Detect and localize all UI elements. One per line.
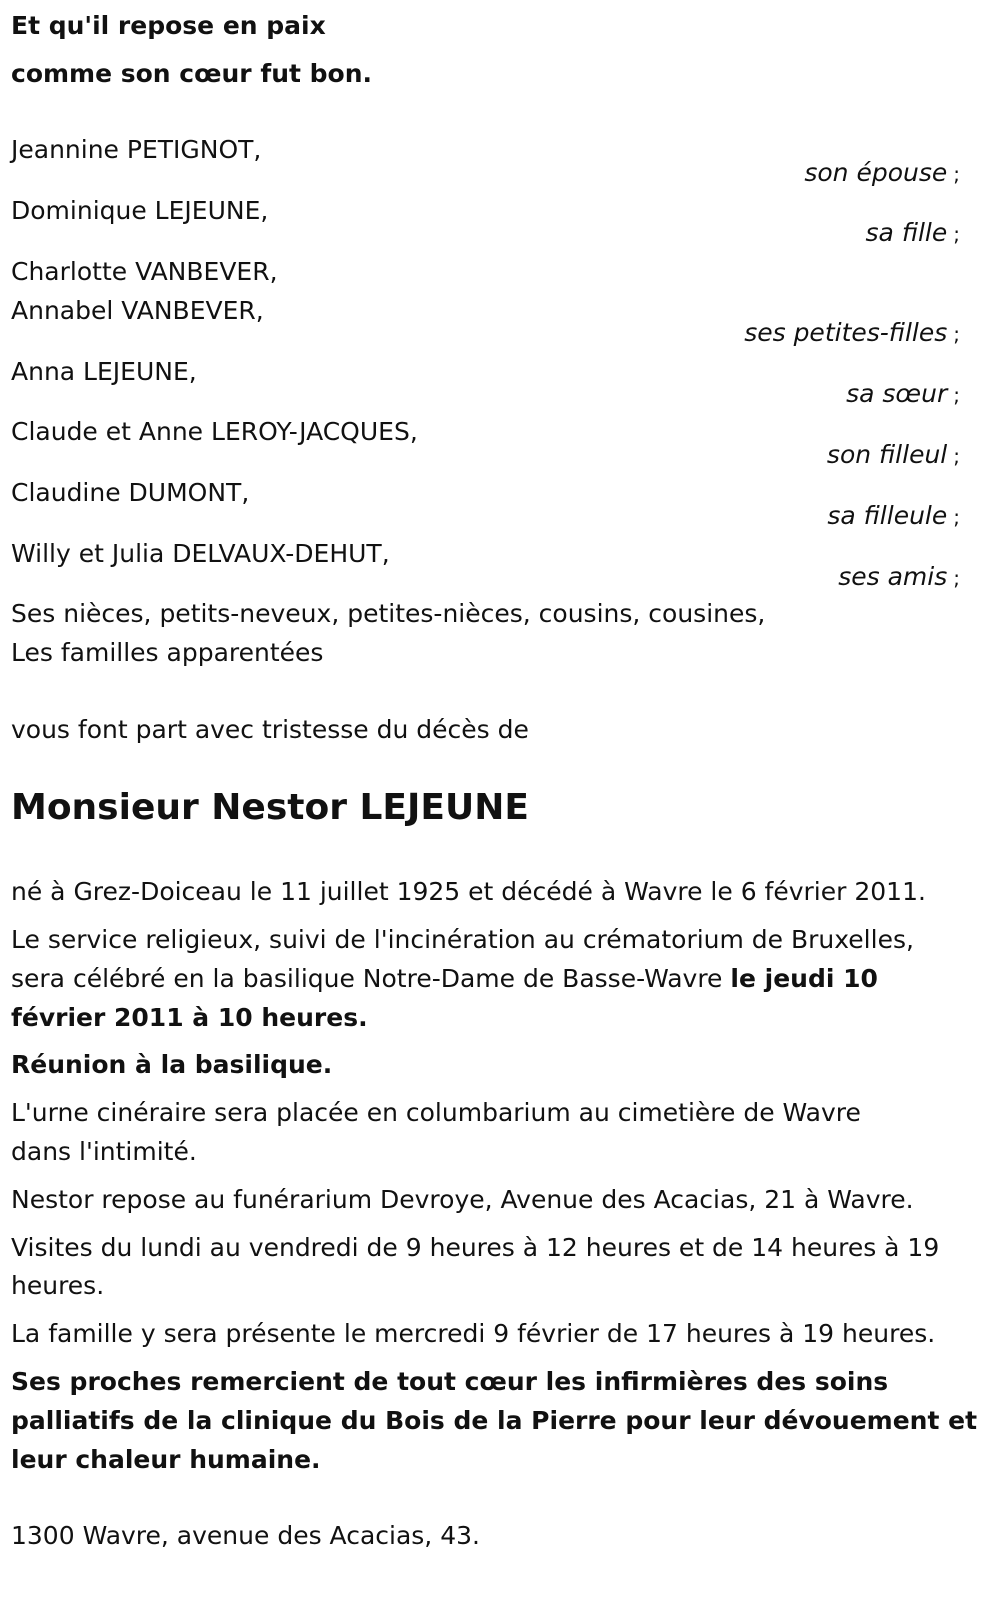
epitaph-line-2: comme son cœur fut bon. <box>11 59 373 88</box>
reunion-note: Réunion à la basilique. <box>11 1050 333 1079</box>
thanks-line-2: palliatifs de la clinique du Bois de la Pierre pour leur dévouement et <box>11 1406 978 1435</box>
family-name: Charlotte VANBEVER, <box>11 257 278 286</box>
service-line-2: sera célébré en la basilique Notre-Dame de Basse-Wavre le jeudi 10 <box>11 964 878 993</box>
family-name: Willy et Julia DELVAUX-DEHUT, <box>11 539 390 568</box>
family-name: Dominique LEJEUNE, <box>11 196 269 225</box>
extended-family-line: Ses nièces, petits-neveux, petites-nièces, cousins, cousines, <box>11 599 766 628</box>
family-present: La famille y sera présente le mercredi 9 février de 17 heures à 19 heures. <box>11 1319 936 1348</box>
address: 1300 Wavre, avenue des Acacias, 43. <box>11 1521 480 1550</box>
family-relation: sa sœur ; <box>846 379 960 408</box>
urn-line-2: dans l'intimité. <box>11 1137 197 1166</box>
thanks-line-1: Ses proches remercient de tout cœur les infirmières des soins <box>11 1367 889 1396</box>
family-name: Anna LEJEUNE, <box>11 357 197 386</box>
visits-line-2: heures. <box>11 1271 105 1300</box>
service-line-3: février 2011 à 10 heures. <box>11 1003 368 1032</box>
thanks-line-3: leur chaleur humaine. <box>11 1445 321 1474</box>
urn-line-1: L'urne cinéraire sera placée en columbarium au cimetière de Wavre <box>11 1098 861 1127</box>
extended-family-line: Les familles apparentées <box>11 638 324 667</box>
family-relation: ses amis ; <box>838 562 960 591</box>
family-name: Claudine DUMONT, <box>11 478 250 507</box>
family-relation: son épouse ; <box>804 158 960 187</box>
family-relation: son filleul ; <box>826 440 960 469</box>
epitaph-line-1: Et qu'il repose en paix <box>11 11 326 40</box>
birth-death-dates: né à Grez-Doiceau le 11 juillet 1925 et décédé à Wavre le 6 février 2011. <box>11 877 926 906</box>
family-relation: sa fille ; <box>865 218 960 247</box>
family-relation: ses petites-filles ; <box>744 318 960 347</box>
funeral-home: Nestor repose au funérarium Devroye, Avenue des Acacias, 21 à Wavre. <box>11 1185 914 1214</box>
service-line-1: Le service religieux, suivi de l'incinération au crématorium de Bruxelles, <box>11 925 914 954</box>
announcement: vous font part avec tristesse du décès de <box>11 715 529 744</box>
deceased-name: Monsieur Nestor LEJEUNE <box>11 787 529 828</box>
family-name: Annabel VANBEVER, <box>11 296 264 325</box>
family-relation: sa filleule ; <box>827 501 960 530</box>
family-name: Claude et Anne LEROY-JACQUES, <box>11 417 418 446</box>
family-name: Jeannine PETIGNOT, <box>11 135 262 164</box>
visits-line-1: Visites du lundi au vendredi de 9 heures à 12 heures et de 14 heures à 19 <box>11 1233 940 1262</box>
